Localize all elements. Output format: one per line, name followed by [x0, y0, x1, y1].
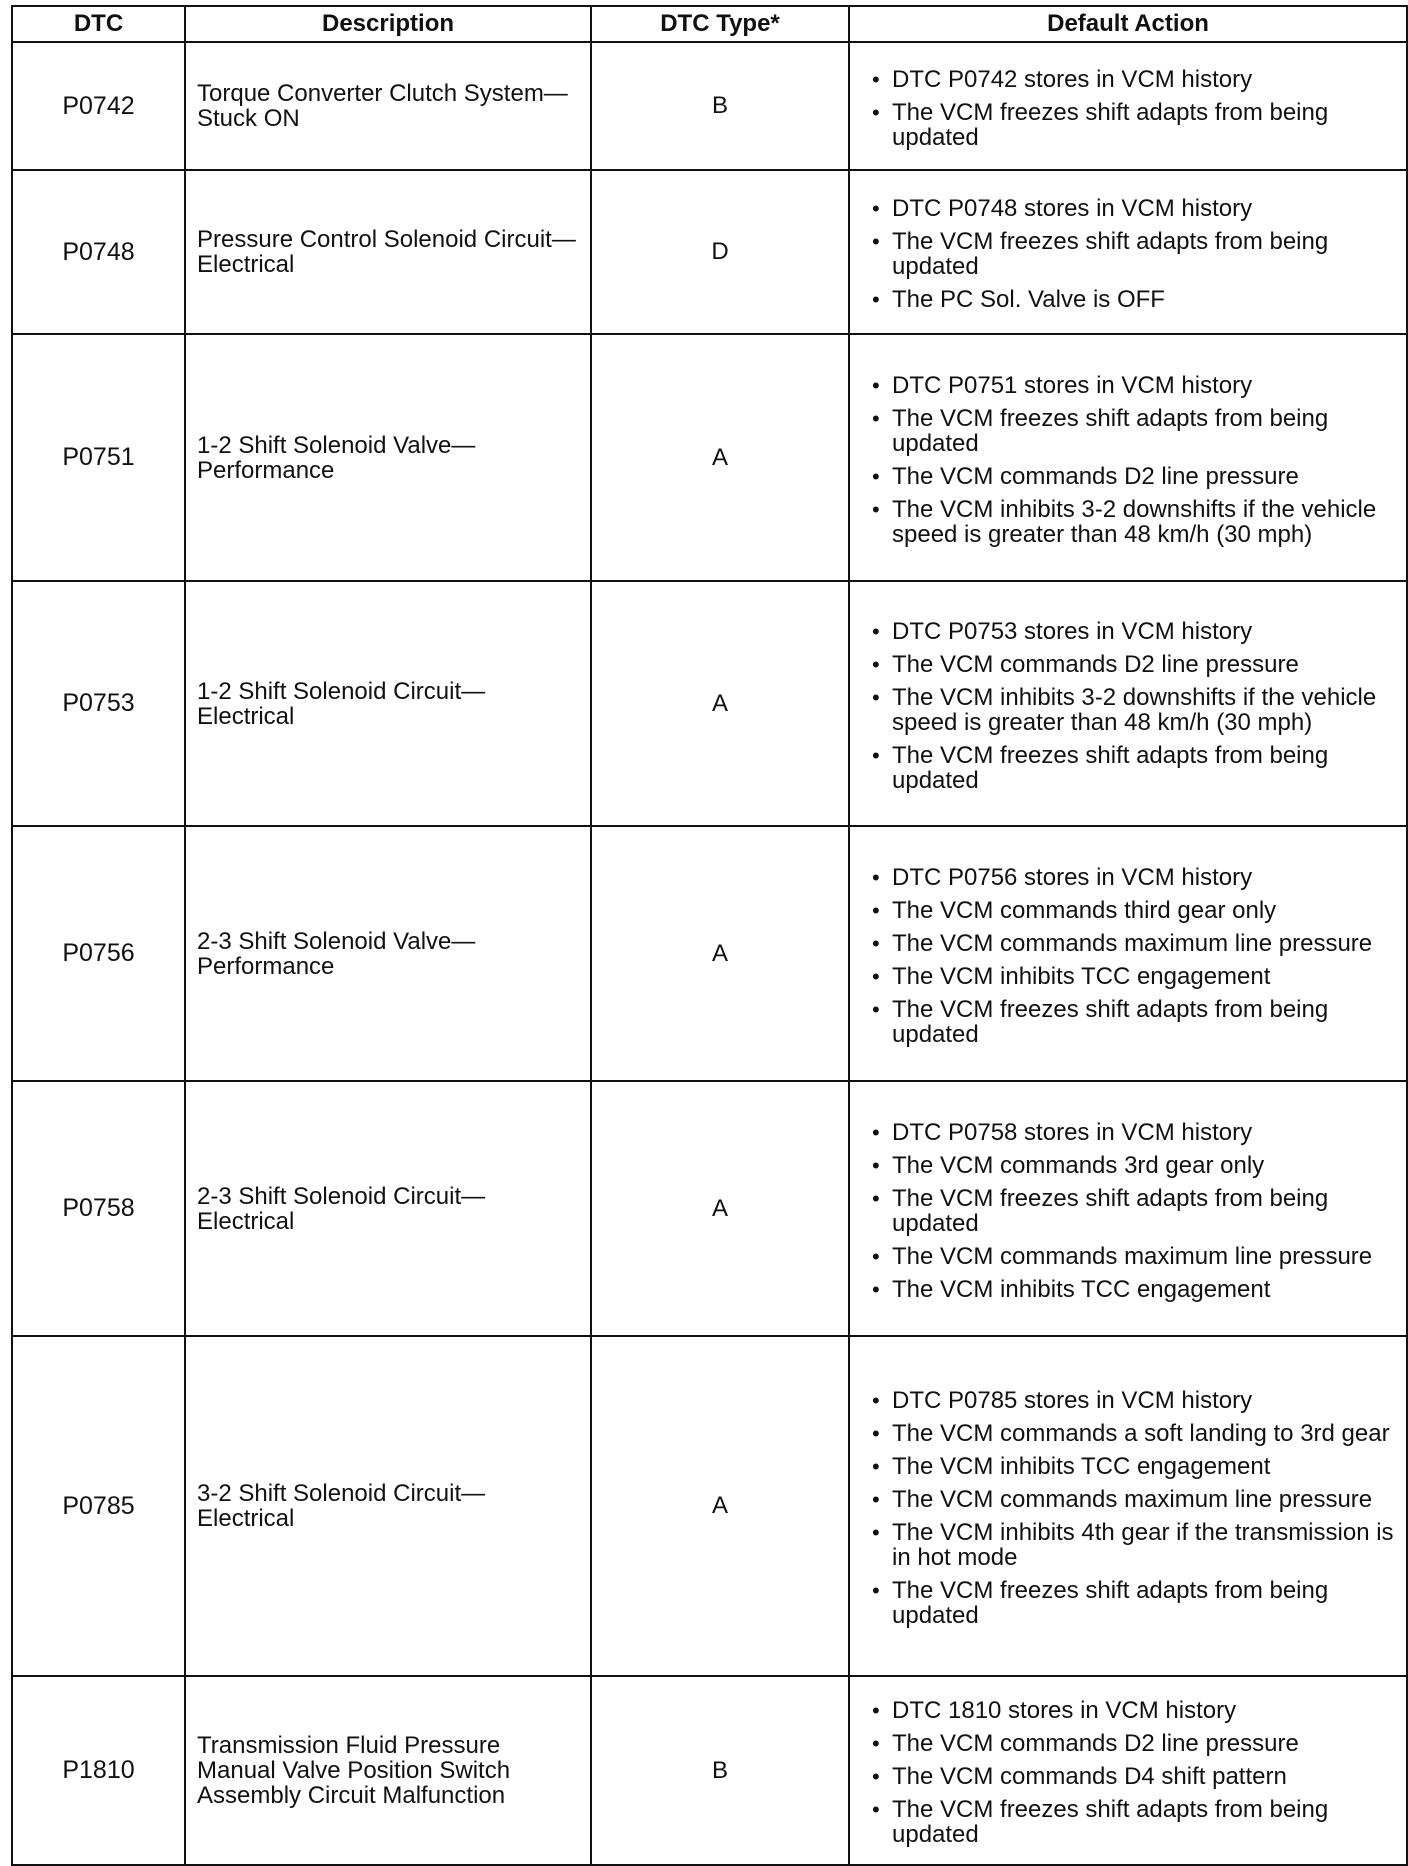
- action-item: • The VCM freezes shift adapts from being updated: [870, 743, 1396, 793]
- default-action: [849, 1336, 1407, 1676]
- dtc-description: 2-3 Shift Solenoid Circuit—Electrical: [185, 1081, 591, 1336]
- dtc-table: [11, 5, 1408, 1866]
- dtc-type: B: [591, 42, 849, 170]
- dtc-type: A: [591, 1081, 849, 1336]
- dtc-code: P1810: [12, 1676, 185, 1865]
- action-item: • The VCM freezes shift adapts from being updated: [870, 100, 1396, 150]
- table-row: [12, 42, 1407, 170]
- header-dtc: DTC: [12, 6, 185, 42]
- action-item: • The VCM commands D2 line pressure: [870, 1731, 1396, 1756]
- action-item: • The VCM inhibits TCC engagement: [870, 1277, 1396, 1302]
- header-default-action: Default Action: [849, 6, 1407, 42]
- action-item: • The VCM commands a soft landing to 3rd gear: [870, 1421, 1396, 1446]
- header-description: Description: [185, 6, 591, 42]
- dtc-description: 2-3 Shift Solenoid Valve—Performance: [185, 826, 591, 1081]
- dtc-description: Torque Converter Clutch System—Stuck ON: [185, 42, 591, 170]
- dtc-description: 1-2 Shift Solenoid Circuit—Electrical: [185, 581, 591, 826]
- action-item: • The VCM inhibits TCC engagement: [870, 1454, 1396, 1479]
- action-item: • The VCM inhibits 4th gear if the transmission is in hot mode: [870, 1520, 1396, 1570]
- action-item: • The VCM commands D2 line pressure: [870, 464, 1396, 489]
- action-item: • DTC P0742 stores in VCM history: [870, 67, 1396, 92]
- table-row: [12, 581, 1407, 826]
- dtc-type: A: [591, 334, 849, 581]
- header-dtc-type: DTC Type*: [591, 6, 849, 42]
- dtc-description: 1-2 Shift Solenoid Valve—Performance: [185, 334, 591, 581]
- action-item: • DTC P0748 stores in VCM history: [870, 196, 1396, 221]
- action-item: • The VCM inhibits TCC engagement: [870, 964, 1396, 989]
- action-item: • DTC P0758 stores in VCM history: [870, 1120, 1396, 1145]
- default-action: [849, 826, 1407, 1081]
- default-action: [849, 1676, 1407, 1865]
- action-item: • The PC Sol. Valve is OFF: [870, 287, 1396, 312]
- table-row: [12, 1676, 1407, 1865]
- action-item: • The VCM freezes shift adapts from being updated: [870, 1186, 1396, 1236]
- action-list: [870, 1698, 1396, 1847]
- default-action: [849, 581, 1407, 826]
- action-item: • DTC P0753 stores in VCM history: [870, 619, 1396, 644]
- dtc-table-sheet: [11, 5, 1406, 1866]
- dtc-code: P0756: [12, 826, 185, 1081]
- action-list: [870, 1388, 1396, 1628]
- action-item: • DTC P0751 stores in VCM history: [870, 373, 1396, 398]
- action-item: • The VCM commands maximum line pressure: [870, 1244, 1396, 1269]
- action-item: • The VCM freezes shift adapts from being updated: [870, 1797, 1396, 1847]
- action-list: [870, 373, 1396, 547]
- dtc-code: P0758: [12, 1081, 185, 1336]
- table-row: [12, 826, 1407, 1081]
- dtc-type: D: [591, 170, 849, 334]
- default-action: [849, 42, 1407, 170]
- dtc-code: P0753: [12, 581, 185, 826]
- table-row: [12, 170, 1407, 334]
- dtc-code: P0742: [12, 42, 185, 170]
- dtc-code: P0751: [12, 334, 185, 581]
- action-item: • The VCM commands 3rd gear only: [870, 1153, 1396, 1178]
- action-item: • The VCM freezes shift adapts from being updated: [870, 1578, 1396, 1628]
- action-item: • The VCM commands maximum line pressure: [870, 1487, 1396, 1512]
- action-item: • The VCM freezes shift adapts from being updated: [870, 406, 1396, 456]
- dtc-type: A: [591, 581, 849, 826]
- action-item: • The VCM inhibits 3-2 downshifts if the vehicle speed is greater than 48 km/h (30 mph): [870, 685, 1396, 735]
- default-action: [849, 1081, 1407, 1336]
- action-item: • DTC P0756 stores in VCM history: [870, 865, 1396, 890]
- dtc-code: P0748: [12, 170, 185, 334]
- dtc-description: Pressure Control Solenoid Circuit—Electrical: [185, 170, 591, 334]
- dtc-type: A: [591, 826, 849, 1081]
- dtc-code: P0785: [12, 1336, 185, 1676]
- action-list: [870, 196, 1396, 312]
- action-item: • The VCM inhibits 3-2 downshifts if the vehicle speed is greater than 48 km/h (30 mph): [870, 497, 1396, 547]
- default-action: [849, 170, 1407, 334]
- dtc-description: 3-2 Shift Solenoid Circuit—Electrical: [185, 1336, 591, 1676]
- action-list: [870, 67, 1396, 150]
- action-list: [870, 1120, 1396, 1302]
- action-item: • The VCM commands D4 shift pattern: [870, 1764, 1396, 1789]
- action-item: • DTC 1810 stores in VCM history: [870, 1698, 1396, 1723]
- dtc-description: Transmission Fluid Pressure Manual Valve Position Switch Assembly Circuit Malfunction: [185, 1676, 591, 1865]
- table-row: [12, 1081, 1407, 1336]
- table-row: [12, 1336, 1407, 1676]
- action-item: • The VCM commands D2 line pressure: [870, 652, 1396, 677]
- action-item: • DTC P0785 stores in VCM history: [870, 1388, 1396, 1413]
- action-item: • The VCM commands third gear only: [870, 898, 1396, 923]
- action-list: [870, 865, 1396, 1047]
- header-row: [12, 6, 1407, 42]
- action-item: • The VCM freezes shift adapts from being updated: [870, 229, 1396, 279]
- table-row: [12, 334, 1407, 581]
- dtc-type: B: [591, 1676, 849, 1865]
- action-item: • The VCM commands maximum line pressure: [870, 931, 1396, 956]
- default-action: [849, 334, 1407, 581]
- action-list: [870, 619, 1396, 793]
- dtc-type: A: [591, 1336, 849, 1676]
- action-item: • The VCM freezes shift adapts from being updated: [870, 997, 1396, 1047]
